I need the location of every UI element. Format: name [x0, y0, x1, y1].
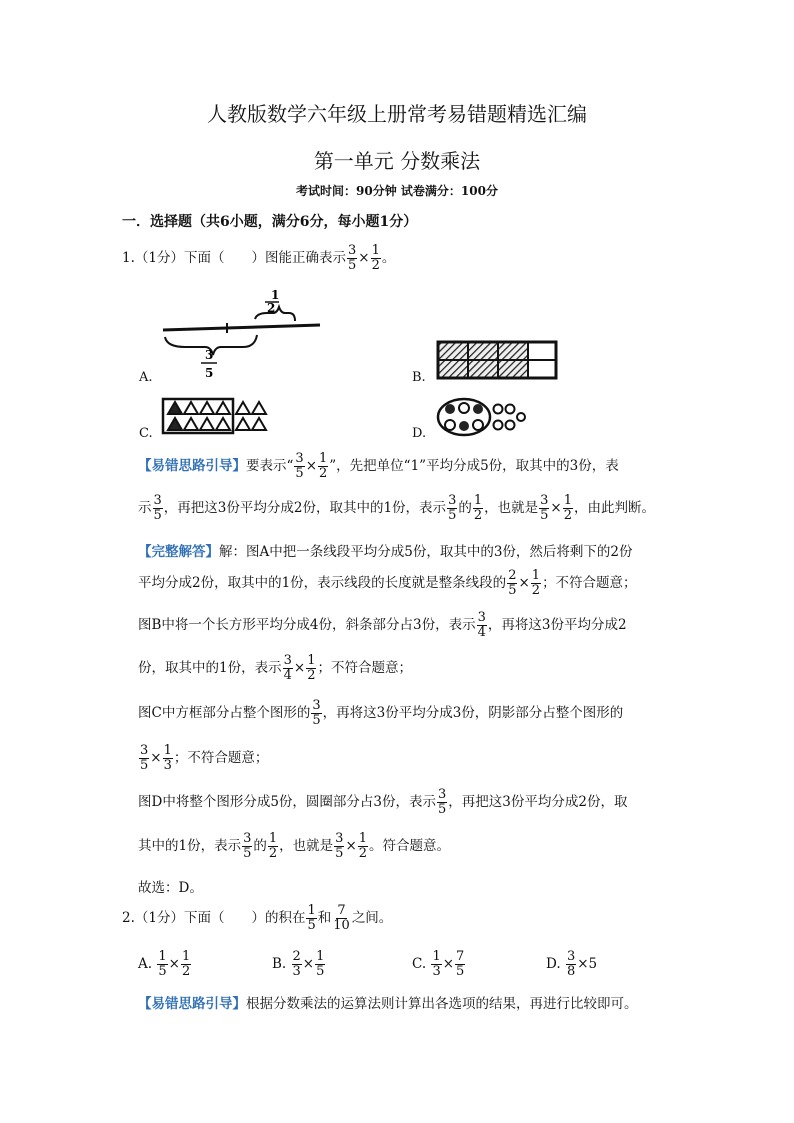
figure-a-brace-label: 3	[205, 348, 214, 362]
option-c-label: C.	[139, 426, 153, 441]
q1-hint-line-2: 示 $\frac{3}{5}$ ，再把这3份平均分成2份，取其中的1份，表示 $\frac{3}{5}$ 的 $\frac{1}{2}$ ，也就是 $\frac{3}{5}$ × $\frac{1}{2}$ ，由此判断。	[138, 493, 655, 523]
section-heading: 一．选择题（共6小题，满分6分，每小题1分）	[122, 214, 418, 230]
answer-tag: 【完整解答】	[138, 544, 219, 560]
q1-answer-line-2: 平均分成2份，取其中的1份，表示线段的长度就是整条线段的 $\frac{2}{5}$ × $\frac{1}{2}$ ；不符合题意；	[138, 568, 637, 598]
fraction: $\frac{3}{5}$	[347, 243, 357, 273]
option-b-label: B.	[412, 370, 426, 385]
q1-choice: 故选：D。	[138, 880, 203, 896]
figure-a-top-label: 1	[271, 288, 280, 302]
question-2-stem: 2.（1分）下面（ ）的积在 $\frac{1}{5}$ 和 $\frac{7}{10}$ 之间。	[122, 903, 393, 933]
q2-hint: 【易错思路引导】根据分数乘法的运算法则计算出各选项的结果，再进行比较即可。	[138, 996, 638, 1012]
q1-answer-line-8: 其中的1份，表示 $\frac{3}{5}$ 的 $\frac{1}{2}$ ，也就是 $\frac{3}{5}$ × $\frac{1}{2}$ 。符合题意。	[138, 831, 451, 861]
q1-answer-line-7: 图D中将整个图形分成5份，圆圈部分占3份，表示 $\frac{3}{5}$ ，再把这3份平均分成2份，取	[138, 787, 628, 817]
q1-answer-line-3: 图B中将一个长方形平均分成4份，斜条部分占3份，表示 $\frac{3}{4}$ ，再将这3份平均分成2	[138, 610, 627, 640]
q1-answer-line-5: 图C中方框部分占整个图形的 $\frac{3}{5}$ ，再将这3份平均分成3份，阴影部分占整个图形的	[138, 698, 624, 728]
q1-answer-line-6: $\frac{3}{5}$ × $\frac{1}{3}$ ；不符合题意；	[140, 743, 269, 773]
option-a-label: A.	[139, 370, 153, 385]
option-d-label: D.	[412, 426, 427, 441]
q2-option-a: A. $\frac{1}{5}$ × $\frac{1}{2}$	[138, 949, 191, 979]
hint-tag: 【易错思路引导】	[138, 996, 246, 1012]
q2-option-b: B. $\frac{2}{3}$ × $\frac{1}{5}$	[272, 949, 325, 979]
fraction: $\frac{1}{2}$	[371, 243, 380, 273]
figure-c-triangles	[160, 396, 270, 438]
figure-b-rectangle	[436, 340, 560, 382]
q1-answer-line-1: 【完整解答】解：图A中把一条线段平均分成5份，取其中的3份，然后将剩下的2份	[138, 544, 633, 560]
svg-text:5: 5	[205, 366, 214, 380]
q2-option-d: D. $\frac{3}{8}$ ×5	[546, 949, 598, 979]
hint-tag: 【易错思路引导】	[138, 458, 246, 474]
q1-hint-line-1: 【易错思路引导】要表示“ $\frac{3}{5}$ × $\frac{1}{2}$ ”，先把单位“1”平均分成5份，取其中的3份，表	[138, 451, 619, 481]
unit-title: 第一单元 分数乘法	[313, 149, 481, 173]
svg-text:2: 2	[267, 301, 276, 315]
question-1-stem: 1.（1分）下面（ ）图能正确表示 $\frac{3}{5}$ × $\frac{1}{2}$ 。	[122, 243, 396, 273]
figure-a-segment	[155, 285, 325, 385]
q1-answer-line-4: 份，取其中的1份，表示 $\frac{3}{4}$ × $\frac{1}{2}$ ；不符合题意；	[138, 653, 412, 683]
page-title: 人教版数学六年级上册常考易错题精选汇编	[207, 102, 587, 126]
q2-option-c: C. $\frac{1}{3}$ × $\frac{7}{5}$	[412, 949, 465, 979]
exam-meta: 考试时间：90分钟 试卷满分：100分	[296, 184, 498, 198]
figure-d-circles	[436, 396, 526, 438]
